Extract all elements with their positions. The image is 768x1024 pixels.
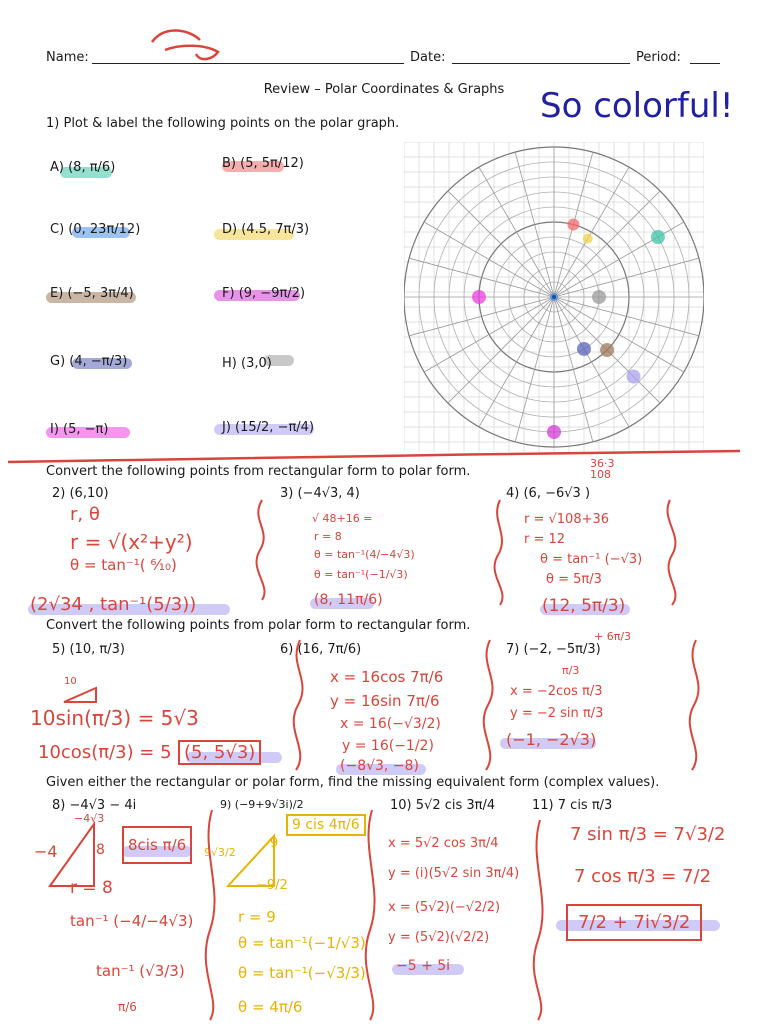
work2-line2: r = √(x²+y²) bbox=[70, 530, 193, 554]
work4-note: 36·3 108 bbox=[590, 457, 615, 481]
work8-final: π/6 bbox=[118, 1000, 137, 1014]
work10-line1: x = 5√2 cos 3π/4 bbox=[388, 836, 499, 851]
point-b: B) (5, 5π/12) bbox=[222, 156, 304, 171]
work10-line3: x = (5√2)(−√2/2) bbox=[388, 900, 501, 915]
plotted-point-e bbox=[600, 343, 614, 357]
answer-4: (12, 5π/3) bbox=[542, 596, 626, 616]
plotted-point-g bbox=[577, 342, 591, 356]
problem-8: 8) −4√3 − 4i bbox=[52, 798, 137, 813]
work9-base: −9/2 bbox=[256, 878, 288, 893]
section3-prompt: Convert the following points from polar form to rectangular form. bbox=[46, 618, 471, 633]
problem-3: 3) (−4√3, 4) bbox=[280, 486, 360, 501]
section1-prompt: 1) Plot & label the following points on the polar graph. bbox=[46, 116, 400, 131]
work6-line2: y = 16sin 7π/6 bbox=[330, 692, 440, 710]
plotted-point-f bbox=[547, 425, 561, 439]
work7-line1: x = −2cos π/3 bbox=[510, 684, 603, 699]
work6-line3: x = 16(−√3/2) bbox=[340, 716, 441, 732]
date-label: Date: bbox=[410, 50, 446, 65]
problem-9: 9) (−9+9√3i)/2 bbox=[220, 798, 304, 811]
work3-line1: √ 48+16 = bbox=[312, 512, 373, 525]
point-d: D) (4.5, 7π/3) bbox=[222, 222, 310, 237]
point-a: A) (8, π/6) bbox=[50, 160, 116, 175]
work2-line3: θ = tan⁻¹( ⁶⁄₁₀) bbox=[70, 556, 177, 574]
work3-line2: r = 8 bbox=[314, 530, 342, 543]
answer-8: 8cis π/6 bbox=[122, 826, 192, 864]
point-g: G) (4, −π/3) bbox=[50, 354, 128, 369]
work7-line2: y = −2 sin π/3 bbox=[510, 706, 604, 721]
answer-9: 9 cis 4π/6 bbox=[286, 814, 366, 836]
work7-note1: + 6π/3 bbox=[594, 630, 632, 643]
work4-line3: θ = tan⁻¹ (−√3) bbox=[540, 552, 643, 567]
work9-theta1: θ = tan⁻¹(−1/√3) bbox=[238, 934, 366, 952]
point-h: H) (3,0) bbox=[222, 356, 272, 371]
section2-prompt: Convert the following points from rectangular form to polar form. bbox=[46, 464, 471, 479]
work7-note2: π/3 bbox=[562, 664, 580, 677]
work8-r: r = 8 bbox=[70, 878, 113, 898]
work11-line2: 7 cos π/3 = 7/2 bbox=[574, 866, 712, 887]
plotted-point-a bbox=[651, 230, 665, 244]
work4-line4: θ = 5π/3 bbox=[546, 572, 602, 587]
section4-prompt: Given either the rectangular or polar form, find the missing equivalent form (complex values). bbox=[46, 775, 660, 790]
answer-10: −5 + 5i bbox=[396, 958, 451, 974]
plotted-point-h bbox=[592, 290, 606, 304]
period-label: Period: bbox=[636, 50, 681, 65]
work9-hyp: 9 bbox=[270, 836, 279, 851]
point-i: I) (5, −π) bbox=[50, 422, 109, 437]
work9-r: r = 9 bbox=[238, 908, 276, 926]
problem-2: 2) (6,10) bbox=[52, 486, 109, 501]
point-f: F) (9, −9π/2) bbox=[222, 286, 306, 301]
problem-4: 4) (6, −6√3 ) bbox=[506, 486, 591, 501]
work8-side: −4 bbox=[34, 842, 58, 861]
teacher-comment: So colorful! bbox=[540, 86, 734, 126]
work5-note: 10 bbox=[64, 676, 77, 687]
problem-7: 7) (−2, −5π/3) bbox=[506, 642, 601, 657]
work4-line2: r = 12 bbox=[524, 532, 566, 547]
problem-5: 5) (10, π/3) bbox=[52, 642, 125, 657]
work10-line4: y = (5√2)(√2/2) bbox=[388, 930, 490, 945]
name-label: Name: bbox=[46, 50, 89, 65]
answer-5: (5, 5√3) bbox=[178, 740, 261, 765]
work9-side: 9√3/2 bbox=[204, 846, 236, 859]
work6-line4: y = 16(−1/2) bbox=[342, 738, 434, 754]
work8-note: −4√3 bbox=[74, 812, 105, 825]
point-c: C) (0, 23π/12) bbox=[50, 222, 141, 237]
work9-theta2: θ = tan⁻¹(−√3/3) bbox=[238, 964, 366, 982]
name-scribble bbox=[0, 0, 768, 70]
answer-3: (8, 11π/6) bbox=[314, 592, 383, 608]
page-title: Review – Polar Coordinates & Graphs bbox=[263, 82, 505, 97]
plotted-point-i bbox=[472, 290, 486, 304]
work10-line2: y = (i)(5√2 sin 3π/4) bbox=[388, 866, 520, 881]
work8-tan1: tan⁻¹ (−4/−4√3) bbox=[70, 912, 194, 930]
plotted-point-d bbox=[583, 234, 593, 244]
plotted-point-b bbox=[567, 219, 579, 231]
answer-2: (2√34 , tan⁻¹(5/3)) bbox=[30, 594, 197, 615]
work5-line2: 10cos(π/3) = 5 bbox=[38, 742, 172, 763]
work8-hyp: 8 bbox=[96, 842, 105, 858]
work6-line1: x = 16cos 7π/6 bbox=[330, 668, 444, 686]
answer-7: (−1, −2√3) bbox=[506, 730, 597, 749]
work3-line3: θ = tan⁻¹(4/−4√3) bbox=[314, 548, 415, 561]
point-e: E) (−5, 3π/4) bbox=[50, 286, 134, 301]
answer-6: (−8√3, −8) bbox=[340, 758, 419, 774]
triangle-sketch-5 bbox=[60, 684, 100, 706]
polar-graph[interactable] bbox=[404, 142, 704, 452]
work8-tan2: tan⁻¹ (√3/3) bbox=[96, 962, 185, 980]
plotted-point-j bbox=[627, 370, 641, 384]
problem-10: 10) 5√2 cis 3π/4 bbox=[390, 798, 496, 813]
work9-theta3: θ = 4π/6 bbox=[238, 998, 303, 1016]
work2-line1: r, θ bbox=[70, 504, 100, 525]
problem-6: 6) (16, 7π/6) bbox=[280, 642, 362, 657]
work5-line1: 10sin(π/3) = 5√3 bbox=[30, 706, 199, 730]
point-j: J) (15/2, −π/4) bbox=[222, 420, 315, 435]
problem-11: 11) 7 cis π/3 bbox=[532, 798, 613, 813]
answer-11: 7/2 + 7i√3/2 bbox=[566, 904, 702, 941]
work3-line4: θ = tan⁻¹(−1/√3) bbox=[314, 568, 408, 581]
work4-line1: r = √108+36 bbox=[524, 512, 610, 527]
work11-line1: 7 sin π/3 = 7√3/2 bbox=[570, 824, 726, 845]
